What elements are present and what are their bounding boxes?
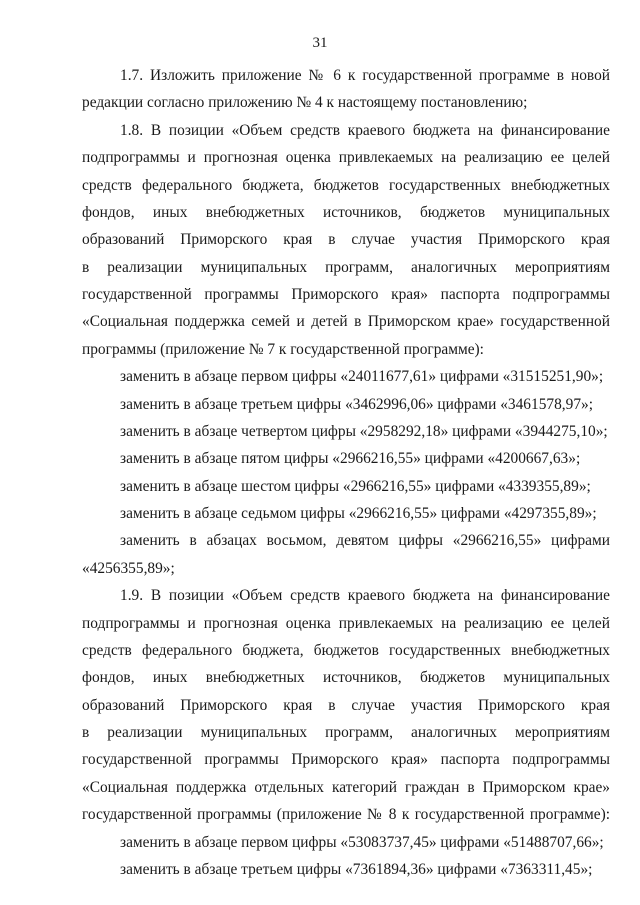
text-line: государственной программы (приложение № 8 к государственной программе):: [82, 806, 610, 823]
text-line: заменить в абзаце шестом цифры «2966216,55» цифрами «4339355,89»;: [120, 478, 591, 495]
text-line: 1.8. В позиции «Объем средств краевого бюджета на финансирование: [120, 122, 610, 139]
text-line: заменить в абзацах восьмом, девятом цифры «2966216,55» цифрами: [120, 532, 610, 549]
text-line: образований Приморского края в случае участия Приморского края: [82, 231, 610, 248]
text-line: фондов, иных внебюджетных источников, бюджетов муниципальных: [82, 204, 610, 221]
text-line: в реализации муниципальных программ, аналогичных мероприятиям: [82, 259, 610, 276]
text-line: «Социальная поддержка семей и детей в Приморском крае» государственной: [82, 313, 610, 330]
text-line: средств федерального бюджета, бюджетов государственных внебюджетных: [82, 177, 610, 194]
text-line: образований Приморского края в случае участия Приморского края: [82, 697, 610, 714]
text-line: 1.9. В позиции «Объем средств краевого бюджета на финансирование: [120, 587, 610, 604]
text-line: «Социальная поддержка отдельных категорий граждан в Приморском крае»: [82, 779, 610, 796]
text-line: фондов, иных внебюджетных источников, бюджетов муниципальных: [82, 669, 610, 686]
page-number: 31: [312, 35, 328, 51]
text-line: средств федерального бюджета, бюджетов государственных внебюджетных: [82, 642, 610, 659]
text-line: заменить в абзаце третьем цифры «3462996,06» цифрами «3461578,97»;: [120, 396, 593, 413]
text-line: заменить в абзаце первом цифры «53083737,45» цифрами «51488707,66»;: [120, 834, 604, 851]
text-line: 1.7. Изложить приложение № 6 к государственной программе в новой: [120, 67, 610, 84]
text-line: подпрограммы и прогнозная оценка привлекаемых на реализацию ее целей: [82, 615, 610, 632]
text-line: редакции согласно приложению № 4 к настоящему постановлению;: [82, 94, 528, 111]
text-line: государственной программы Приморского края» паспорта подпрограммы: [82, 286, 610, 303]
text-line: заменить в абзаце третьем цифры «7361894,36» цифрами «7363311,45»;: [120, 861, 593, 878]
text-line: «4256355,89»;: [82, 560, 175, 577]
text-line: в реализации муниципальных программ, аналогичных мероприятиям: [82, 724, 610, 741]
text-line: заменить в абзаце четвертом цифры «2958292,18» цифрами «3944275,10»;: [120, 423, 608, 440]
text-line: программы (приложение № 7 к государственной программе):: [82, 341, 484, 358]
text-line: государственной программы Приморского края» паспорта подпрограммы: [82, 751, 610, 768]
text-line: заменить в абзаце седьмом цифры «2966216,55» цифрами «4297355,89»;: [120, 505, 597, 522]
text-line: подпрограммы и прогнозная оценка привлекаемых на реализацию ее целей: [82, 149, 610, 166]
text-line: заменить в абзаце первом цифры «24011677,61» цифрами «31515251,90»;: [120, 368, 604, 385]
text-line: заменить в абзаце пятом цифры «2966216,55» цифрами «4200667,63»;: [120, 450, 581, 467]
